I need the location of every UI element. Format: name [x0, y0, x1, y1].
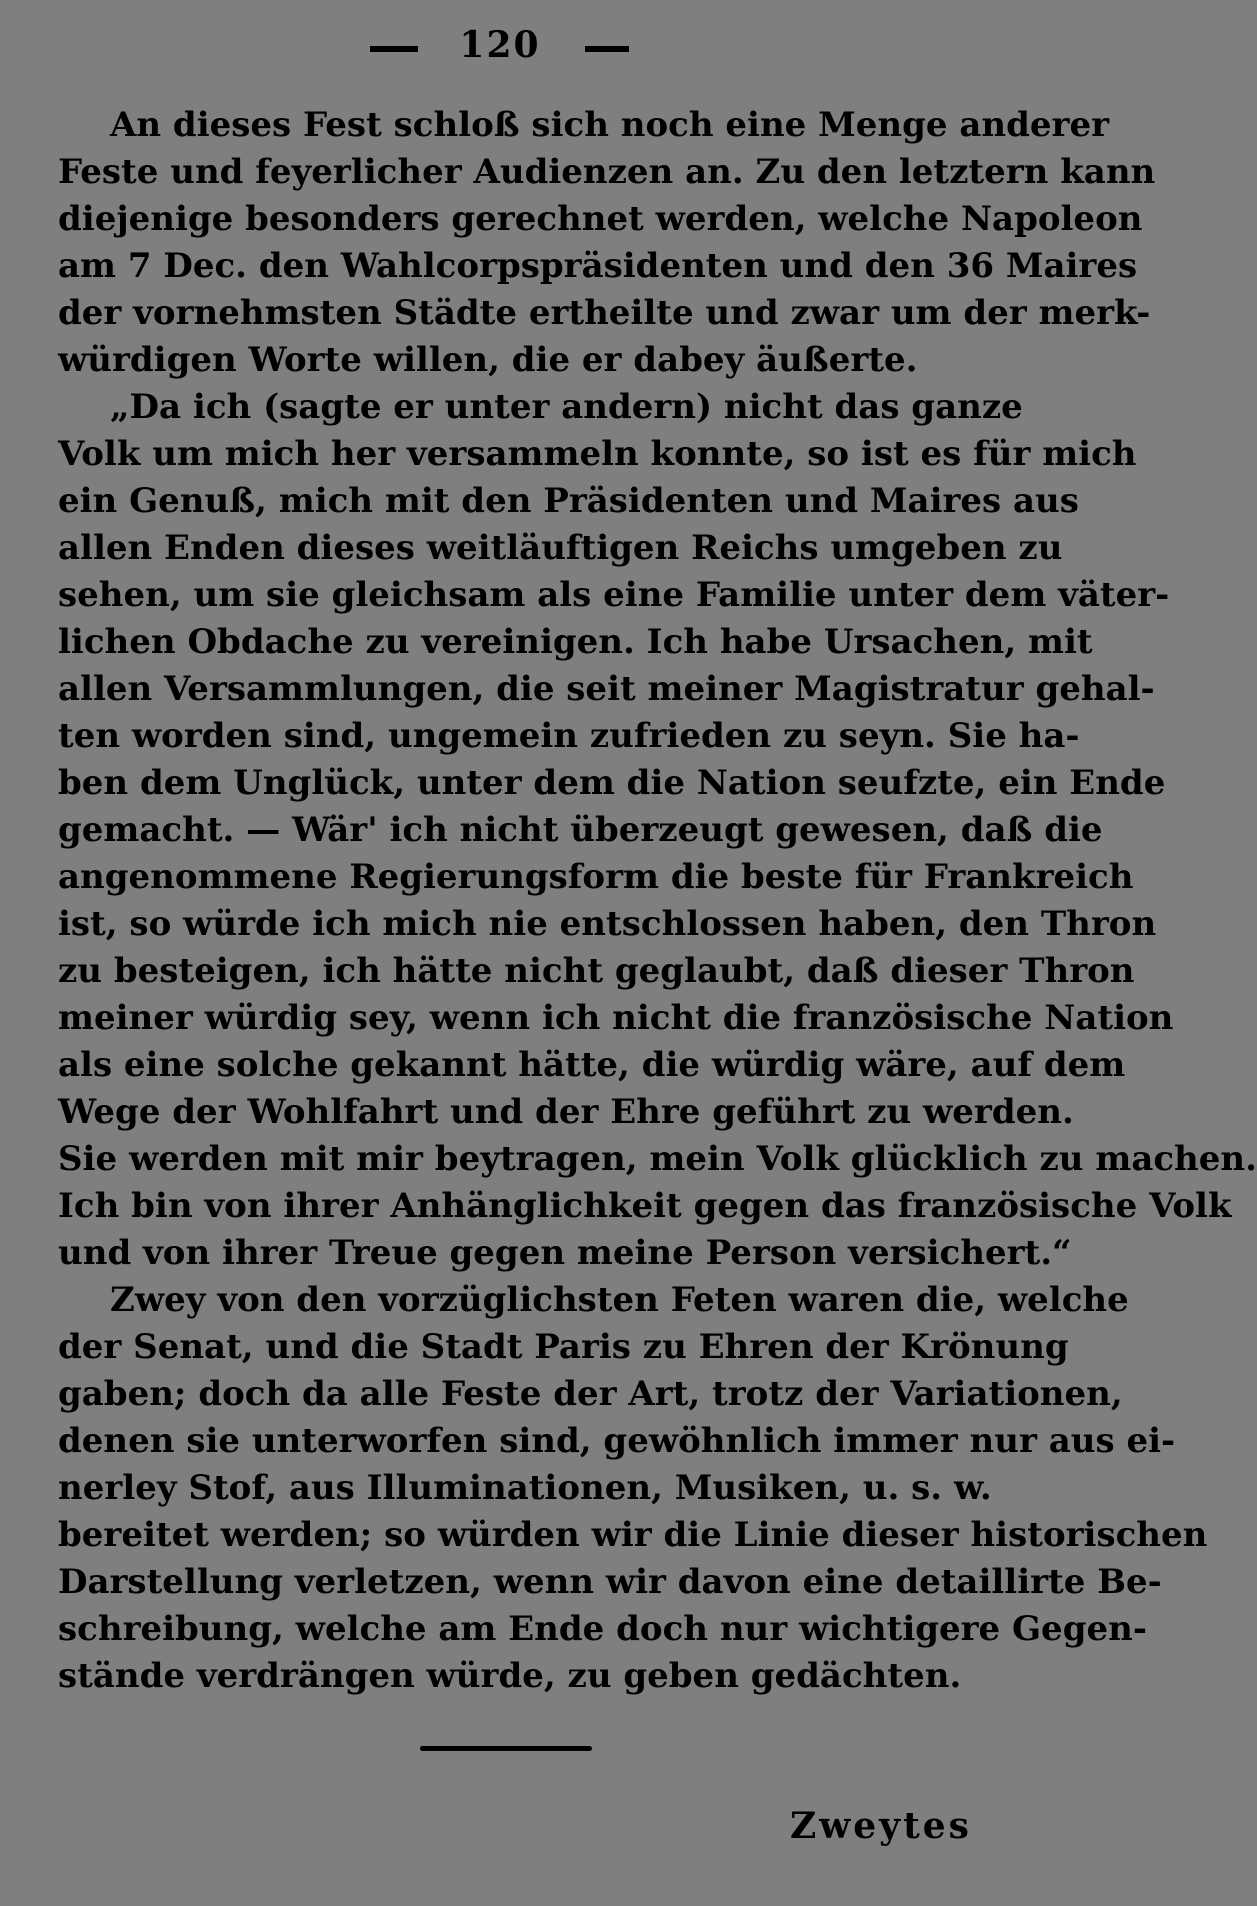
- text-line: ist, so würde ich mich nie entschlossen haben, den Thron: [58, 904, 1157, 944]
- paragraph-2: [58, 384, 1257, 1277]
- text-line: der vornehmsten Städte ertheilte und zwar um der merk-: [58, 293, 1151, 333]
- text-line: nerley Stof, aus Illuminationen, Musiken, u. s. w.: [58, 1468, 992, 1508]
- text-line: zu besteigen, ich hätte nicht geglaubt, daß dieser Thron: [58, 951, 1135, 991]
- page-number: 120: [459, 24, 541, 66]
- text-line: der Senat, und die Stadt Paris zu Ehren der Krönung: [58, 1327, 1069, 1367]
- text-line: ben dem Unglück, unter dem die Nation seufzte, ein Ende: [58, 763, 1166, 803]
- text-line: bereitet werden; so würden wir die Linie dieser historischen: [58, 1515, 1208, 1555]
- text-line: ten worden sind, ungemein zufrieden zu seyn. Sie ha-: [58, 716, 1080, 756]
- text-line: allen Versammlungen, die seit meiner Magistratur gehal-: [58, 669, 1155, 709]
- text-line: angenommene Regierungsform die beste für Frankreich: [58, 857, 1134, 897]
- text-line: diejenige besonders gerechnet werden, welche Napoleon: [58, 199, 1143, 239]
- text-line: „Da ich (sagte er unter andern) nicht das ganze: [110, 387, 1023, 427]
- text-line: am 7 Dec. den Wahlcorpspräsidenten und den 36 Maires: [58, 246, 1138, 286]
- text-line: würdigen Worte willen, die er dabey äußerte.: [58, 340, 918, 380]
- paragraph-1: [58, 102, 1156, 384]
- text-line: ein Genuß, mich mit den Präsidenten und Maires aus: [58, 481, 1079, 521]
- page-header: [0, 22, 1000, 72]
- text-line: als eine solche gekannt hätte, die würdig wäre, auf dem: [58, 1045, 1126, 1085]
- text-line: schreibung, welche am Ende doch nur wichtigere Gegen-: [58, 1609, 1147, 1649]
- text-line: Wege der Wohlfahrt und der Ehre geführt zu werden.: [58, 1092, 1074, 1132]
- text-line: gaben; doch da alle Feste der Art, trotz der Variationen,: [58, 1374, 1123, 1414]
- text-line: gemacht. — Wär' ich nicht überzeugt gewesen, daß die: [58, 810, 1103, 850]
- text-line: meiner würdig sey, wenn ich nicht die französische Nation: [58, 998, 1174, 1038]
- text-line: Volk um mich her versammeln konnte, so ist es für mich: [58, 434, 1137, 474]
- text-line: Zwey von den vorzüglichsten Feten waren die, welche: [110, 1280, 1129, 1320]
- text-line: und von ihrer Treue gegen meine Person versichert.“: [58, 1233, 1072, 1273]
- text-line: Ich bin von ihrer Anhänglichkeit gegen das französische Volk: [58, 1186, 1232, 1226]
- body-text: [58, 102, 1257, 1700]
- header-dash-right: [585, 46, 629, 52]
- header-dash-left: [370, 46, 418, 52]
- text-line: stände verdrängen würde, zu geben gedächten.: [58, 1656, 962, 1696]
- text-line: sehen, um sie gleichsam als eine Familie unter dem väter-: [58, 575, 1170, 615]
- text-line: allen Enden dieses weitläuftigen Reichs umgeben zu: [58, 528, 1063, 568]
- text-line: Darstellung verletzen, wenn wir davon eine detaillirte Be-: [58, 1562, 1162, 1602]
- text-line: lichen Obdache zu vereinigen. Ich habe Ursachen, mit: [58, 622, 1093, 662]
- text-line: Sie werden mit mir beytragen, mein Volk glücklich zu machen.: [58, 1139, 1257, 1179]
- paragraph-3: [58, 1277, 1208, 1700]
- section-rule: [420, 1746, 592, 1751]
- text-line: An dieses Fest schloß sich noch eine Menge anderer: [110, 105, 1109, 145]
- text-line: denen sie unterworfen sind, gewöhnlich immer nur aus ei-: [58, 1421, 1176, 1461]
- text-line: Feste und feyerlicher Audienzen an. Zu den letztern kann: [58, 152, 1156, 192]
- catchword: Zweytes: [790, 1805, 972, 1847]
